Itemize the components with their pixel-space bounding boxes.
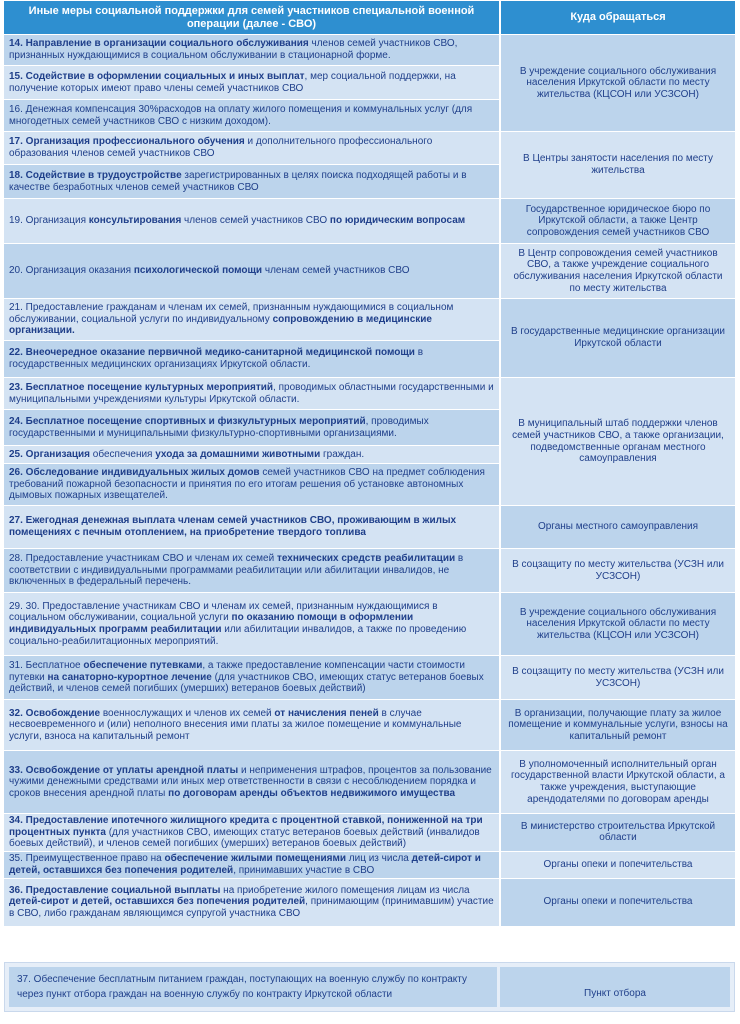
- measure-cell: [4, 199, 501, 243]
- header-where: Куда обращаться: [501, 1, 735, 34]
- measure-cell: [4, 593, 501, 655]
- measure-text-segment: обеспечение путевками: [83, 660, 203, 672]
- last-measure-block: [4, 962, 735, 1012]
- where-to-apply-cell: В организации, получающие плату за жилое помещение и коммунальные услуги, взносы на капитальный ремонт: [501, 700, 735, 750]
- measure-text-segment: детей-сирот и детей, оставшихся без попечения родителей: [9, 853, 481, 876]
- table-body: [4, 35, 735, 926]
- measure-text-segment: от начисления пеней: [274, 707, 379, 719]
- measure-text-segment: , принимавших участие в СВО: [233, 864, 375, 876]
- table-row: [4, 700, 735, 750]
- measure-cell: [4, 700, 501, 750]
- measure-text-segment: (для участников СВО, имеющих статус ветеранов боевых действий, и членов семей погибших (умерших) ветеранов боевых действий): [9, 671, 484, 695]
- measure-text-segment: ухода за домашними животными: [155, 448, 321, 460]
- measure-text-segment: военнослужащих и членов их семей: [100, 707, 275, 719]
- measure-cell: [4, 378, 501, 409]
- measure-text-segment: 23. Бесплатное посещение культурных мероприятий: [9, 381, 274, 393]
- measure-text-segment: 15. Содействие в оформлении социальных и иных выплат: [9, 70, 305, 82]
- where-to-apply-cell: В учреждение социального обслуживания населения Иркутской области по месту жительства (КЦСОН или УСЗСОН): [501, 593, 735, 655]
- where-to-apply-cell: В уполномоченный исполнительный орган государственной власти Иркутской области, а также учреждения, выступающие арендодателями по договорам аренды: [501, 751, 735, 813]
- measure-text-segment: по оказанию помощи в оформлении индивидуальных программ реабилитации: [9, 612, 414, 635]
- where-to-apply-cell: В учреждение социального обслуживания населения Иркутской области по месту жительства (КЦСОН или УСЗСОН): [501, 35, 735, 131]
- measure-text-segment: 35. Преимущественное право на: [9, 853, 165, 865]
- measure-text-segment: 20. Организация оказания: [9, 265, 134, 277]
- table-row: [4, 506, 735, 548]
- measure-text-segment: 14. Направление в организации социального обслуживания: [9, 38, 309, 50]
- table-row: [4, 132, 735, 164]
- measure-cell: [4, 814, 501, 851]
- measure-cell: [4, 879, 501, 926]
- measure-text-segment: 17. Организация профессионального обучения: [9, 136, 245, 148]
- measure-text-segment: по договорам аренды объектов недвижимого имущества: [168, 787, 456, 799]
- measure-text-segment: и неприменения штрафов, процентов за пользование чужими денежными средствами или иных мер ответственности в связи с несоблюдением порядка и сроков внесения арендной платы: [9, 764, 492, 799]
- measure-text-segment: 31. Бесплатное: [9, 660, 84, 672]
- measure-text-segment: 21. Предоставление гражданам и членам их семей, признанным нуждающимися в социальном обслуживании, социальной услуги по индивидуальному: [9, 302, 454, 325]
- measure-text-segment: 32. Освобождение: [9, 707, 101, 719]
- measure-text-segment: 28. Предоставление участникам СВО и членам их семей: [9, 553, 277, 565]
- measure-text-segment: детей-сирот и детей, оставшихся без попечения родителей: [9, 896, 306, 908]
- header-measures: Иные меры социальной поддержки для семей участников специальной военной операции (далее - СВО): [4, 1, 501, 34]
- measure-cell: [4, 66, 501, 99]
- measure-text-segment: , проводимых областными государственными и муниципальными учреждениями культуры Иркутской области.: [9, 381, 494, 405]
- measure-text-segment: сопровождению в медицинские организации.: [9, 313, 432, 337]
- where-to-apply-cell: В муниципальный штаб поддержки членов семей участников СВО, а также организации, подведомственные органам местного самоуправления: [501, 378, 735, 505]
- measure-text-segment: на приобретение жилого помещения лицам из числа: [220, 884, 470, 896]
- measure-text-segment: членам семей участников СВО: [262, 265, 410, 277]
- measure-text-segment: 18. Содействие в трудоустройстве: [9, 169, 182, 181]
- measure-cell: [4, 299, 501, 340]
- measure-text-segment: 29. 30. Предоставление участникам СВО и членам их семей, признанным нуждающимися в социальном обслуживании, социальной услуги: [9, 600, 438, 624]
- measure-cell: [4, 35, 501, 65]
- measure-text-segment: , а также предоставление компенсации части стоимости путевки: [9, 660, 465, 683]
- where-to-apply-cell: Органы опеки и попечительства: [501, 879, 735, 926]
- measure-cell: [4, 852, 501, 878]
- measure-text-segment: 27. Ежегодная денежная выплата членам семей участников СВО, проживающим в жилых помещениях с печным отоплением, на приобретение твердого топлива: [9, 515, 457, 538]
- last-measure-text: 37. Обеспечение бесплатным питанием граждан, поступающих на военную службу по контракту через пункт отбора граждан на военную службу по контракту Иркутской области: [9, 967, 497, 1007]
- measure-text-segment: в случае несвоевременного и (или) неполного внесения ими платы за жилое помещение и коммунальные услуги, взноса на капитальный ремонт: [9, 707, 462, 742]
- table-row: [4, 378, 735, 409]
- table-header-row: [4, 1, 735, 34]
- table-row: [4, 814, 735, 851]
- table-row: [4, 751, 735, 813]
- where-to-apply-cell: В Центр сопровождения семей участников СВО, а также учреждение социального обслуживания населения Иркутской области по месту жительства: [501, 244, 735, 298]
- table-row: [4, 879, 735, 926]
- measure-text-segment: лиц из числа: [346, 853, 412, 865]
- where-to-apply-cell: В соцзащиту по месту жительства (УСЗН или УСЗСОН): [501, 656, 735, 699]
- measure-cell: [4, 506, 501, 548]
- table-row: [4, 656, 735, 699]
- measure-text-segment: психологической помощи: [133, 265, 263, 277]
- measure-cell: [4, 244, 501, 298]
- measure-text-segment: по юридическим вопросам: [329, 215, 466, 227]
- measure-text-segment: обеспечение жилыми помещениями: [164, 853, 346, 865]
- measure-cell: [4, 410, 501, 445]
- where-to-apply-cell: В Центры занятости населения по месту жительства: [501, 132, 735, 198]
- measure-text-segment: , принимающим (принимавшим) участие в СВО, либо гражданам являющимся супругой участника СВО: [9, 896, 494, 920]
- last-measure-where: Пункт отбора: [500, 967, 730, 1007]
- measure-text-segment: 33. Освобождение от уплаты арендной платы: [9, 764, 239, 776]
- measure-text-segment: в соответствии с индивидуальными программами реабилитации или абилитации инвалидов, не включенных в федеральный перечень.: [9, 553, 464, 588]
- measure-text-segment: технических средств реабилитации: [276, 553, 456, 565]
- table-row: [4, 244, 735, 298]
- where-to-apply-cell: В министерство строительства Иркутской области: [501, 814, 735, 851]
- table-row: [4, 299, 735, 340]
- measure-cell: [4, 751, 501, 813]
- measure-text-segment: , проводимых государственными и муниципальными физкультурно-спортивными организациями.: [9, 415, 429, 439]
- measure-text-segment: 34. Предоставление ипотечного жилищного кредита с процентной ставкой, пониженной на три процентных пункта: [9, 815, 483, 838]
- measure-cell: [4, 165, 501, 198]
- measure-cell: [4, 464, 501, 505]
- measure-text-segment: 24. Бесплатное посещение спортивных и физкультурных мероприятий: [9, 415, 366, 427]
- measure-text-segment: (для участников СВО, имеющих статус ветеранов боевых действий (инвалидов боевых действий), и членов семей погибших (умерших) ветеранов боевых действий): [9, 826, 480, 850]
- measure-cell: [4, 132, 501, 164]
- measure-text-segment: 19. Организация: [9, 215, 89, 227]
- measure-text-segment: и дополнительного профессионального образования членов семей участников СВО: [9, 136, 433, 159]
- measure-cell: [4, 446, 501, 463]
- measure-cell: [4, 549, 501, 592]
- measure-text-segment: или абилитации инвалидов, а также по проведению социально-реабилитационных мероприятий.: [9, 624, 467, 647]
- measures-table: [4, 0, 735, 927]
- measure-text-segment: членов семей участников СВО: [181, 215, 330, 227]
- measure-cell: [4, 341, 501, 377]
- measure-text-segment: консультирования: [88, 215, 182, 227]
- measure-text-segment: членов семей участников СВО, признанных нуждающимися в социальном обслуживании в стационарной форме.: [9, 38, 458, 61]
- measure-text-segment: 25. Организация: [9, 448, 91, 460]
- measure-text-segment: на санаторно-курортное лечение: [47, 671, 212, 683]
- measure-text-segment: 36. Предоставление социальной выплаты: [9, 884, 221, 896]
- table-row: [4, 593, 735, 655]
- table-row: [4, 852, 735, 878]
- where-to-apply-cell: Государственное юридическое бюро по Иркутской области, а также Центр сопровождения семей участников СВО: [501, 199, 735, 243]
- table-row: [4, 199, 735, 243]
- measure-cell: [4, 656, 501, 699]
- measure-cell: [4, 100, 501, 131]
- table-row: [4, 35, 735, 65]
- measure-text-segment: 26. Обследование индивидуальных жилых домов: [9, 467, 260, 479]
- measure-text-segment: в государственных медицинских организациях Иркутской области.: [9, 347, 424, 370]
- measure-text-segment: зарегистрированных в целях поиска подходящей работы и в качестве безработных членов семей участников СВО: [9, 169, 467, 193]
- measure-text-segment: 22. Внеочередное оказание первичной медико-санитарной медицинской помощи: [9, 347, 415, 359]
- measure-text-segment: обеспечения: [90, 448, 156, 460]
- measure-text-segment: 16. Денежная компенсация 30%расходов на оплату жилого помещения и коммунальных услуг (для многодетных семей участников СВО с низким доходом).: [9, 103, 473, 127]
- measure-text-segment: , мер социальной поддержки, на получение которых имеют право члены семей участников СВО: [9, 70, 456, 94]
- where-to-apply-cell: Органы местного самоуправления: [501, 506, 735, 548]
- where-to-apply-cell: В соцзащиту по месту жительства (УСЗН или УСЗСОН): [501, 549, 735, 592]
- table-row: [4, 549, 735, 592]
- where-to-apply-cell: Органы опеки и попечительства: [501, 852, 735, 878]
- where-to-apply-cell: В государственные медицинские организации Иркутской области: [501, 299, 735, 377]
- measure-text-segment: граждан.: [320, 448, 365, 460]
- measure-text-segment: семей участников СВО на предмет соблюдения требований пожарной безопасности и принятия по его итогам решения об установке автономных дымовых пожарных извещателей.: [9, 467, 485, 502]
